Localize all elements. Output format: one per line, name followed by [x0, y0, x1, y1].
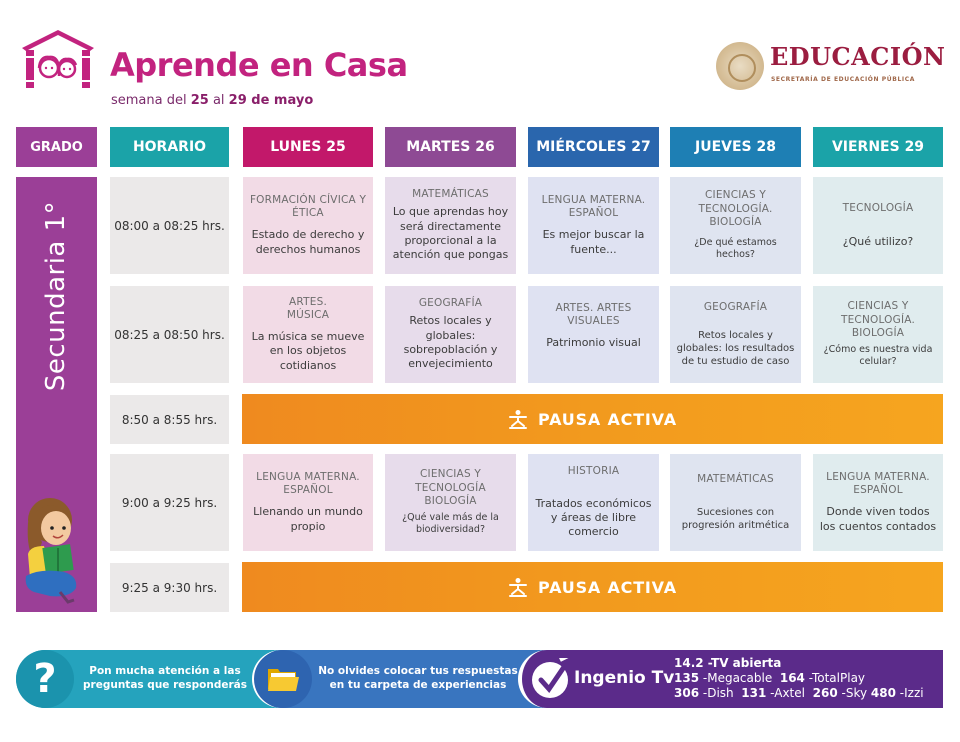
class-cell	[385, 454, 516, 551]
class-cell	[243, 286, 373, 383]
subject-label: LENGUA MATERNA. ESPAÑOL	[826, 471, 930, 497]
week-subtitle: semana del 25 al 29 de mayo	[111, 93, 314, 108]
folder-icon	[254, 650, 312, 708]
time-slot: 08:00 a 08:25 hrs.	[110, 177, 229, 274]
tv-channel-name: Ingenio Tv	[574, 668, 675, 688]
class-cell	[813, 454, 943, 551]
time-slot: 8:50 a 8:55 hrs.	[110, 395, 229, 444]
time-slot: 9:00 a 9:25 hrs.	[110, 454, 229, 551]
topic-label: Donde viven todos los cuentos contados	[819, 505, 937, 533]
house-children-icon	[20, 28, 96, 90]
channel-list: 14.2 -TV abierta 135 -Megacable 164 -TotalPlay 306 -Dish 131 -Axtel 260 -Sky 480 -Izzi	[674, 656, 924, 700]
subject-label: CIENCIAS Y TECNOLOGÍA BIOLOGÍA	[415, 468, 486, 507]
brand-title: EDUCACIÓN	[770, 42, 946, 71]
topic-label: Retos locales y globales: los resultados de tu estudio de caso	[676, 329, 795, 367]
topic-label: Estado de derecho y derechos humanos	[251, 228, 365, 256]
topic-label: Patrimonio visual	[546, 336, 641, 350]
topic-label: Sucesiones con progresión aritmética	[681, 507, 790, 532]
class-cell	[670, 286, 801, 383]
active-break-banner	[242, 562, 943, 612]
tip-questions-banner	[16, 650, 286, 708]
class-cell	[385, 286, 516, 383]
subject-label: MATEMÁTICAS	[412, 188, 489, 201]
tip-folder-banner	[252, 650, 552, 708]
class-cell	[528, 454, 659, 551]
brand-subtitle: SECRETARÍA DE EDUCACIÓN PÚBLICA	[771, 76, 915, 83]
topic-label: Es mejor buscar la fuente...	[542, 228, 645, 256]
active-break-label: PAUSA ACTIVA	[538, 577, 677, 597]
page-title: Aprende en Casa	[110, 46, 408, 84]
column-header-viernes: VIERNES 29	[813, 127, 943, 167]
topic-label: Tratados económicos y áreas de libre comercio	[535, 496, 652, 539]
subject-label: FORMACIÓN CÍVICA Y ÉTICA	[249, 194, 367, 220]
class-cell	[243, 454, 373, 551]
column-header-grado: GRADO	[16, 127, 97, 167]
class-cell	[528, 286, 659, 383]
class-cell	[528, 177, 659, 274]
topic-label: ¿Qué vale más de la biodiversidad?	[402, 511, 499, 536]
topic-label: Lo que aprendas hoy será directamente proporcional a la atención que pongas	[392, 205, 509, 262]
checkmark-icon	[530, 658, 572, 700]
subject-label: CIENCIAS Y TECNOLOGÍA. BIOLOGÍA	[840, 300, 915, 339]
mexico-seal-icon	[716, 42, 764, 90]
subject-label: MATEMÁTICAS	[697, 472, 774, 485]
column-header-martes: MARTES 26	[385, 127, 516, 167]
subject-label: ARTES. ARTES VISUALES	[555, 302, 632, 328]
subject-label: HISTORIA	[567, 465, 620, 478]
stretching-person-icon	[508, 577, 528, 597]
subject-label: GEOGRAFÍA	[703, 301, 768, 314]
class-cell	[243, 177, 373, 274]
stretching-person-icon	[508, 409, 528, 429]
time-slot: 9:25 a 9:30 hrs.	[110, 563, 229, 612]
column-header-miercoles: MIÉRCOLES 27	[528, 127, 659, 167]
subject-label: LENGUA MATERNA. ESPAÑOL	[256, 471, 360, 497]
question-icon: ?	[16, 650, 74, 708]
tip-questions-text: Pon mucha atención a las preguntas que responderás	[83, 665, 247, 692]
column-header-jueves: JUEVES 28	[670, 127, 801, 167]
grade-label: Secundaria 1°	[41, 200, 71, 392]
topic-label: Retos locales y globales: sobrepoblación y envejecimiento	[403, 314, 498, 371]
topic-label: La música se mueve en los objetos cotidianos	[251, 330, 365, 372]
subject-label: ARTES. MÚSICA	[286, 295, 330, 322]
topic-label: ¿Cómo es nuestra vida celular?	[823, 343, 933, 368]
subject-label: GEOGRAFÍA	[418, 297, 483, 310]
subject-label: CIENCIAS Y TECNOLOGÍA. BIOLOGÍA	[698, 189, 773, 228]
column-header-horario: HORARIO	[110, 127, 229, 167]
tv-channels-banner	[518, 650, 943, 708]
topic-label: ¿Qué utilizo?	[842, 234, 914, 248]
active-break-label: PAUSA ACTIVA	[538, 409, 677, 429]
class-cell	[813, 286, 943, 383]
topic-label: Llenando un mundo propio	[253, 505, 363, 533]
active-break-banner	[242, 394, 943, 444]
class-cell	[670, 177, 801, 274]
subject-label: LENGUA MATERNA. ESPAÑOL	[541, 194, 646, 220]
column-header-lunes: LUNES 25	[243, 127, 373, 167]
time-slot: 08:25 a 08:50 hrs.	[110, 286, 229, 383]
girl-reading-illustration-icon	[20, 492, 92, 608]
tip-folder-text: No olvides colocar tus respuestas en tu carpeta de experiencias	[318, 665, 518, 692]
class-cell	[670, 454, 801, 551]
class-cell	[813, 177, 943, 274]
class-cell	[385, 177, 516, 274]
subject-label: TECNOLOGÍA	[842, 201, 914, 214]
topic-label: ¿De qué estamos hechos?	[694, 236, 777, 261]
